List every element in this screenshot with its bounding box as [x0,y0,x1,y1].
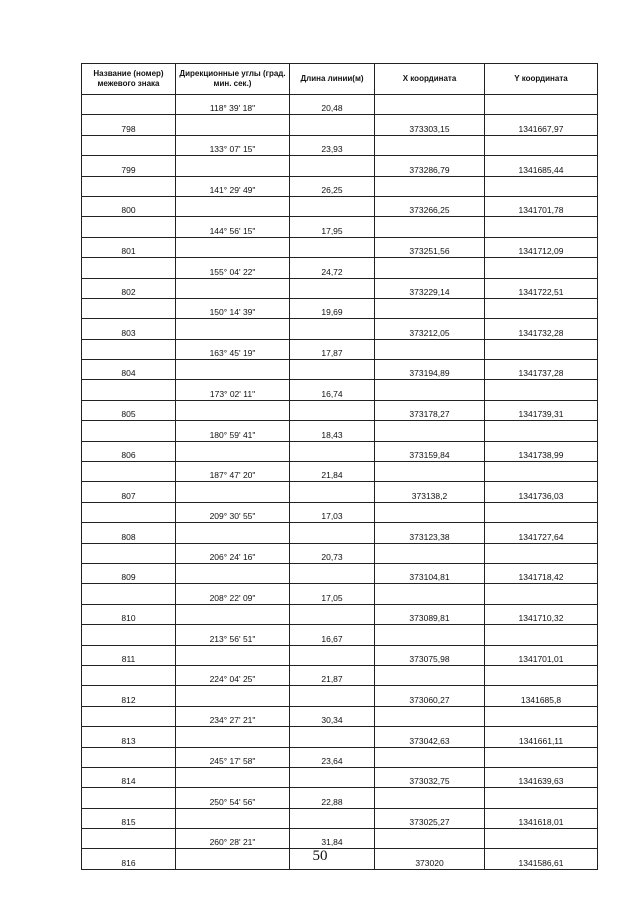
table-row [82,278,598,298]
cell-x-coordinate: 373229,14 [375,278,485,298]
cell-x-coordinate [375,380,485,400]
cell-direction-angle [176,482,290,502]
cell-x-coordinate: 373266,25 [375,196,485,216]
table-row [82,482,598,502]
cell-mark-name: 805 [82,400,176,420]
cell-y-coordinate [485,95,598,115]
cell-mark-name: 800 [82,196,176,216]
cell-x-coordinate [375,747,485,767]
cell-x-coordinate: 373025,27 [375,808,485,828]
cell-x-coordinate [375,665,485,685]
cell-direction-angle [176,278,290,298]
cell-x-coordinate: 373123,38 [375,523,485,543]
cell-mark-name: 815 [82,808,176,828]
cell-direction-angle: 180° 59' 41" [176,421,290,441]
cell-y-coordinate: 1341718,42 [485,563,598,583]
cell-line-length [290,278,375,298]
cell-line-length: 16,67 [290,625,375,645]
cell-y-coordinate [485,665,598,685]
cell-y-coordinate [485,339,598,359]
cell-y-coordinate: 1341712,09 [485,237,598,257]
cell-line-length: 21,87 [290,665,375,685]
table-row [82,421,598,441]
cell-x-coordinate [375,217,485,237]
table-row [82,788,598,808]
cell-direction-angle [176,523,290,543]
cell-x-coordinate [375,135,485,155]
cell-direction-angle [176,360,290,380]
cell-y-coordinate [485,176,598,196]
table-row [82,258,598,278]
cell-x-coordinate [375,462,485,482]
cell-mark-name: 798 [82,115,176,135]
cell-mark-name: 810 [82,604,176,624]
cell-line-length [290,563,375,583]
cell-y-coordinate: 1341736,03 [485,482,598,502]
cell-x-coordinate: 373212,05 [375,319,485,339]
cell-direction-angle: 133° 07' 15" [176,135,290,155]
table-row [82,339,598,359]
cell-mark-name: 804 [82,360,176,380]
cell-x-coordinate [375,176,485,196]
header-direction-angle: Дирекционные углы (град. мин. сек.) [176,64,290,95]
cell-mark-name: 813 [82,727,176,747]
cell-mark-name: 802 [82,278,176,298]
cell-mark-name [82,339,176,359]
cell-direction-angle [176,400,290,420]
table-row [82,706,598,726]
cell-line-length [290,319,375,339]
cell-mark-name [82,380,176,400]
cell-line-length [290,156,375,176]
page-number: 50 [312,848,328,864]
cell-line-length: 23,93 [290,135,375,155]
cell-mark-name [82,462,176,482]
cell-x-coordinate: 373042,63 [375,727,485,747]
cell-direction-angle: 224° 04' 25" [176,665,290,685]
cell-x-coordinate [375,258,485,278]
table-row [82,115,598,135]
cell-direction-angle: 250° 54' 56" [176,788,290,808]
table-row [82,319,598,339]
cell-mark-name: 799 [82,156,176,176]
cell-y-coordinate [485,258,598,278]
cell-x-coordinate: 373286,79 [375,156,485,176]
cell-y-coordinate [485,706,598,726]
cell-y-coordinate: 1341661,11 [485,727,598,747]
cell-mark-name: 809 [82,563,176,583]
cell-line-length: 24,72 [290,258,375,278]
cell-mark-name: 807 [82,482,176,502]
cell-mark-name [82,584,176,604]
cell-line-length [290,115,375,135]
table-row [82,502,598,522]
cell-line-length [290,686,375,706]
cell-direction-angle [176,686,290,706]
cell-x-coordinate [375,625,485,645]
table-row [82,543,598,563]
cell-direction-angle: 150° 14' 39" [176,298,290,318]
table-row [82,298,598,318]
header-y-coordinate: Y координата [485,64,598,95]
table-row [82,462,598,482]
cell-mark-name: 801 [82,237,176,257]
cell-x-coordinate: 373251,56 [375,237,485,257]
cell-direction-angle [176,563,290,583]
cell-y-coordinate [485,462,598,482]
table-row [82,360,598,380]
cell-y-coordinate [485,421,598,441]
cell-line-length: 31,84 [290,829,375,849]
table-row [82,176,598,196]
cell-y-coordinate [485,747,598,767]
cell-direction-angle: 213° 56' 51" [176,625,290,645]
cell-y-coordinate: 1341618,01 [485,808,598,828]
table-row [82,196,598,216]
cell-y-coordinate: 1341727,64 [485,523,598,543]
cell-mark-name [82,298,176,318]
cell-x-coordinate: 373020 [375,849,485,869]
cell-line-length [290,482,375,502]
cell-direction-angle: 206° 24' 16" [176,543,290,563]
cell-line-length [290,196,375,216]
cell-mark-name: 812 [82,686,176,706]
cell-line-length: 16,74 [290,380,375,400]
cell-mark-name [82,258,176,278]
cell-line-length [290,604,375,624]
cell-direction-angle: 234° 27' 21" [176,706,290,726]
cell-direction-angle [176,441,290,461]
cell-line-length [290,767,375,787]
cell-y-coordinate [485,584,598,604]
table-row [82,665,598,685]
table-row [82,563,598,583]
cell-line-length: 30,34 [290,706,375,726]
cell-direction-angle: 144° 56' 15" [176,217,290,237]
cell-mark-name [82,665,176,685]
table-row [82,604,598,624]
cell-direction-angle: 155° 04' 22" [176,258,290,278]
cell-x-coordinate [375,543,485,563]
cell-mark-name [82,421,176,441]
cell-y-coordinate: 1341701,78 [485,196,598,216]
cell-y-coordinate [485,380,598,400]
cell-direction-angle [176,115,290,135]
cell-mark-name [82,217,176,237]
cell-direction-angle: 209° 30' 55" [176,502,290,522]
cell-x-coordinate [375,421,485,441]
table-row [82,767,598,787]
table-row [82,686,598,706]
cell-line-length: 26,25 [290,176,375,196]
cell-direction-angle [176,319,290,339]
cell-line-length: 22,88 [290,788,375,808]
cell-direction-angle [176,237,290,257]
cell-y-coordinate [485,788,598,808]
table-row [82,584,598,604]
cell-line-length: 20,48 [290,95,375,115]
cell-x-coordinate [375,788,485,808]
cell-direction-angle: 173° 02' 11" [176,380,290,400]
cell-mark-name [82,135,176,155]
cell-x-coordinate: 373303,15 [375,115,485,135]
header-line-length: Длина линии(м) [290,64,375,95]
table-row [82,808,598,828]
cell-line-length: 17,03 [290,502,375,522]
cell-x-coordinate [375,829,485,849]
cell-x-coordinate [375,502,485,522]
cell-y-coordinate: 1341701,01 [485,645,598,665]
cell-y-coordinate: 1341739,31 [485,400,598,420]
cell-line-length [290,645,375,665]
table-row [82,156,598,176]
cell-line-length: 20,73 [290,543,375,563]
cell-x-coordinate: 373060,27 [375,686,485,706]
cell-y-coordinate [485,625,598,645]
cell-y-coordinate: 1341667,97 [485,115,598,135]
cell-x-coordinate [375,706,485,726]
cell-mark-name [82,747,176,767]
cell-direction-angle: 187° 47' 20" [176,462,290,482]
header-mark-name: Название (номер) межевого знака [82,64,176,95]
cell-x-coordinate: 373089,81 [375,604,485,624]
cell-x-coordinate: 373178,27 [375,400,485,420]
table-row [82,625,598,645]
table-row [82,217,598,237]
cell-x-coordinate [375,584,485,604]
cell-mark-name [82,625,176,645]
cell-line-length: 17,95 [290,217,375,237]
cell-x-coordinate: 373138,2 [375,482,485,502]
header-x-coordinate: X координата [375,64,485,95]
cell-x-coordinate [375,95,485,115]
cell-y-coordinate [485,502,598,522]
cell-direction-angle [176,645,290,665]
cell-direction-angle [176,727,290,747]
cell-x-coordinate [375,339,485,359]
cell-direction-angle: 245° 17' 58" [176,747,290,767]
cell-line-length [290,523,375,543]
cell-direction-angle: 208° 22' 09" [176,584,290,604]
cell-y-coordinate [485,298,598,318]
cell-direction-angle: 260° 28' 21" [176,829,290,849]
table-body [82,95,598,870]
cell-mark-name: 808 [82,523,176,543]
cell-mark-name [82,543,176,563]
table-row [82,727,598,747]
cell-mark-name [82,502,176,522]
cell-y-coordinate: 1341710,32 [485,604,598,624]
cell-mark-name: 816 [82,849,176,869]
cell-line-length [290,808,375,828]
cell-mark-name: 811 [82,645,176,665]
cell-line-length: 19,69 [290,298,375,318]
table-row [82,380,598,400]
cell-line-length: 21,84 [290,462,375,482]
table-row [82,645,598,665]
table-row [82,441,598,461]
cell-x-coordinate: 373104,81 [375,563,485,583]
cell-y-coordinate: 1341737,28 [485,360,598,380]
cell-direction-angle: 163° 45' 19" [176,339,290,359]
cell-direction-angle: 141° 29' 49" [176,176,290,196]
cell-x-coordinate: 373194,89 [375,360,485,380]
cell-line-length: 23,64 [290,747,375,767]
cell-y-coordinate: 1341639,63 [485,767,598,787]
cell-mark-name [82,706,176,726]
cell-y-coordinate [485,217,598,237]
cell-line-length [290,727,375,747]
cell-y-coordinate [485,543,598,563]
cell-y-coordinate: 1341586,61 [485,849,598,869]
cell-line-length [290,237,375,257]
cell-direction-angle: 118° 39' 18" [176,95,290,115]
cell-mark-name [82,95,176,115]
cell-x-coordinate: 373159,84 [375,441,485,461]
cell-line-length [290,400,375,420]
cell-mark-name: 814 [82,767,176,787]
cell-y-coordinate [485,829,598,849]
cell-direction-angle [176,808,290,828]
cell-mark-name [82,176,176,196]
cell-line-length: 18,43 [290,421,375,441]
cell-mark-name: 803 [82,319,176,339]
cell-line-length [290,441,375,461]
cell-mark-name: 806 [82,441,176,461]
cell-x-coordinate: 373075,98 [375,645,485,665]
table-row [82,747,598,767]
table-row [82,523,598,543]
cell-line-length: 17,87 [290,339,375,359]
cell-direction-angle [176,604,290,624]
cell-line-length [290,360,375,380]
cell-direction-angle [176,196,290,216]
cell-y-coordinate [485,135,598,155]
table-header-row [82,64,598,95]
table-row [82,95,598,115]
table-row [82,400,598,420]
cell-y-coordinate: 1341685,8 [485,686,598,706]
cell-mark-name [82,788,176,808]
cell-direction-angle [176,156,290,176]
coordinates-table [81,63,598,870]
cell-y-coordinate: 1341732,28 [485,319,598,339]
cell-line-length: 17,05 [290,584,375,604]
table-row [82,135,598,155]
table-row [82,829,598,849]
cell-x-coordinate: 373032,75 [375,767,485,787]
table-row [82,237,598,257]
cell-direction-angle [176,767,290,787]
cell-y-coordinate: 1341738,99 [485,441,598,461]
cell-y-coordinate: 1341722,51 [485,278,598,298]
cell-mark-name [82,829,176,849]
cell-y-coordinate: 1341685,44 [485,156,598,176]
cell-x-coordinate [375,298,485,318]
